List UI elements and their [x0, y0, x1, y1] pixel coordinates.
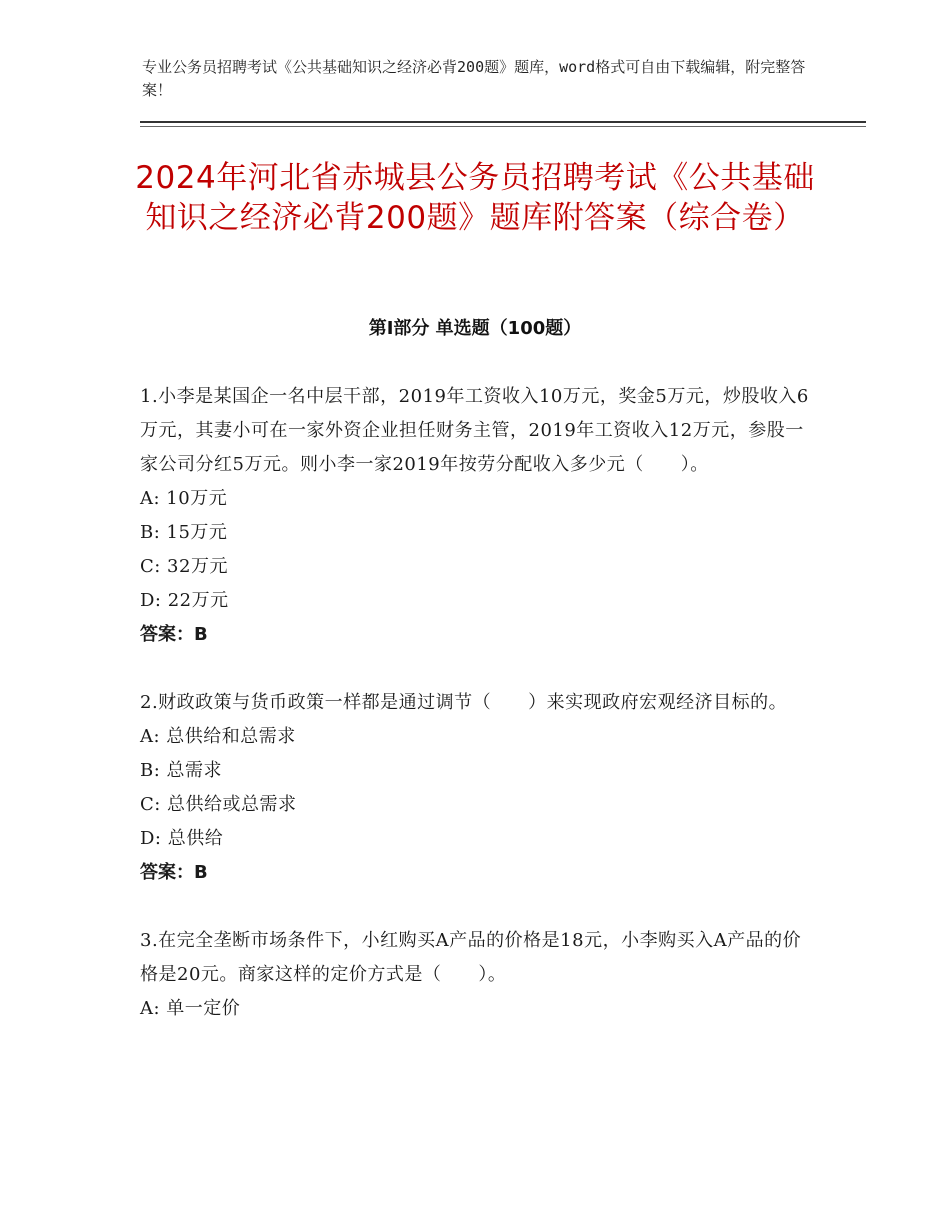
option-c: C: 32万元 [140, 556, 228, 577]
option-b: B: 总需求 [140, 760, 223, 781]
option-a: A: 总供给和总需求 [140, 726, 296, 747]
answer: 答案：B [140, 862, 208, 883]
option-b: B: 15万元 [140, 522, 228, 543]
header-rule-thick [140, 121, 866, 123]
option-a: A: 10万元 [140, 488, 228, 509]
question-3 [140, 924, 810, 1026]
header-rule-thin [140, 126, 866, 127]
question-1 [140, 380, 810, 652]
section-title: 第Ⅰ部分 单选题（100题） [368, 318, 582, 339]
header-note: 专业公务员招聘考试《公共基础知识之经济必背200题》题库，word格式可自由下载编辑，附完整答案！ [142, 58, 806, 99]
option-a: A: 单一定价 [140, 998, 241, 1019]
document-title: 2024年河北省赤城县公务员招聘考试《公共基础知识之经济必背200题》题库附答案（综合卷） [135, 160, 815, 236]
option-c: C: 总供给或总需求 [140, 794, 297, 815]
question-list [140, 380, 810, 1060]
answer: 答案：B [140, 624, 208, 645]
option-d: D: 22万元 [140, 590, 229, 611]
option-d: D: 总供给 [140, 828, 224, 849]
question-text: 2.财政政策与货币政策一样都是通过调节（ ）来实现政府宏观经济目标的。 [140, 692, 788, 713]
question-2 [140, 686, 810, 890]
question-text: 1.小李是某国企一名中层干部，2019年工资收入10万元，奖金5万元，炒股收入6万元，其妻小可在一家外资企业担任财务主管，2019年工资收入12万元，参股一家公司分红5万元。则小李一家2019年按劳分配收入多少元（ ）。 [140, 386, 809, 475]
question-text: 3.在完全垄断市场条件下，小红购买A产品的价格是18元，小李购买入A产品的价格是20元。商家这样的定价方式是（ ）。 [140, 930, 802, 985]
